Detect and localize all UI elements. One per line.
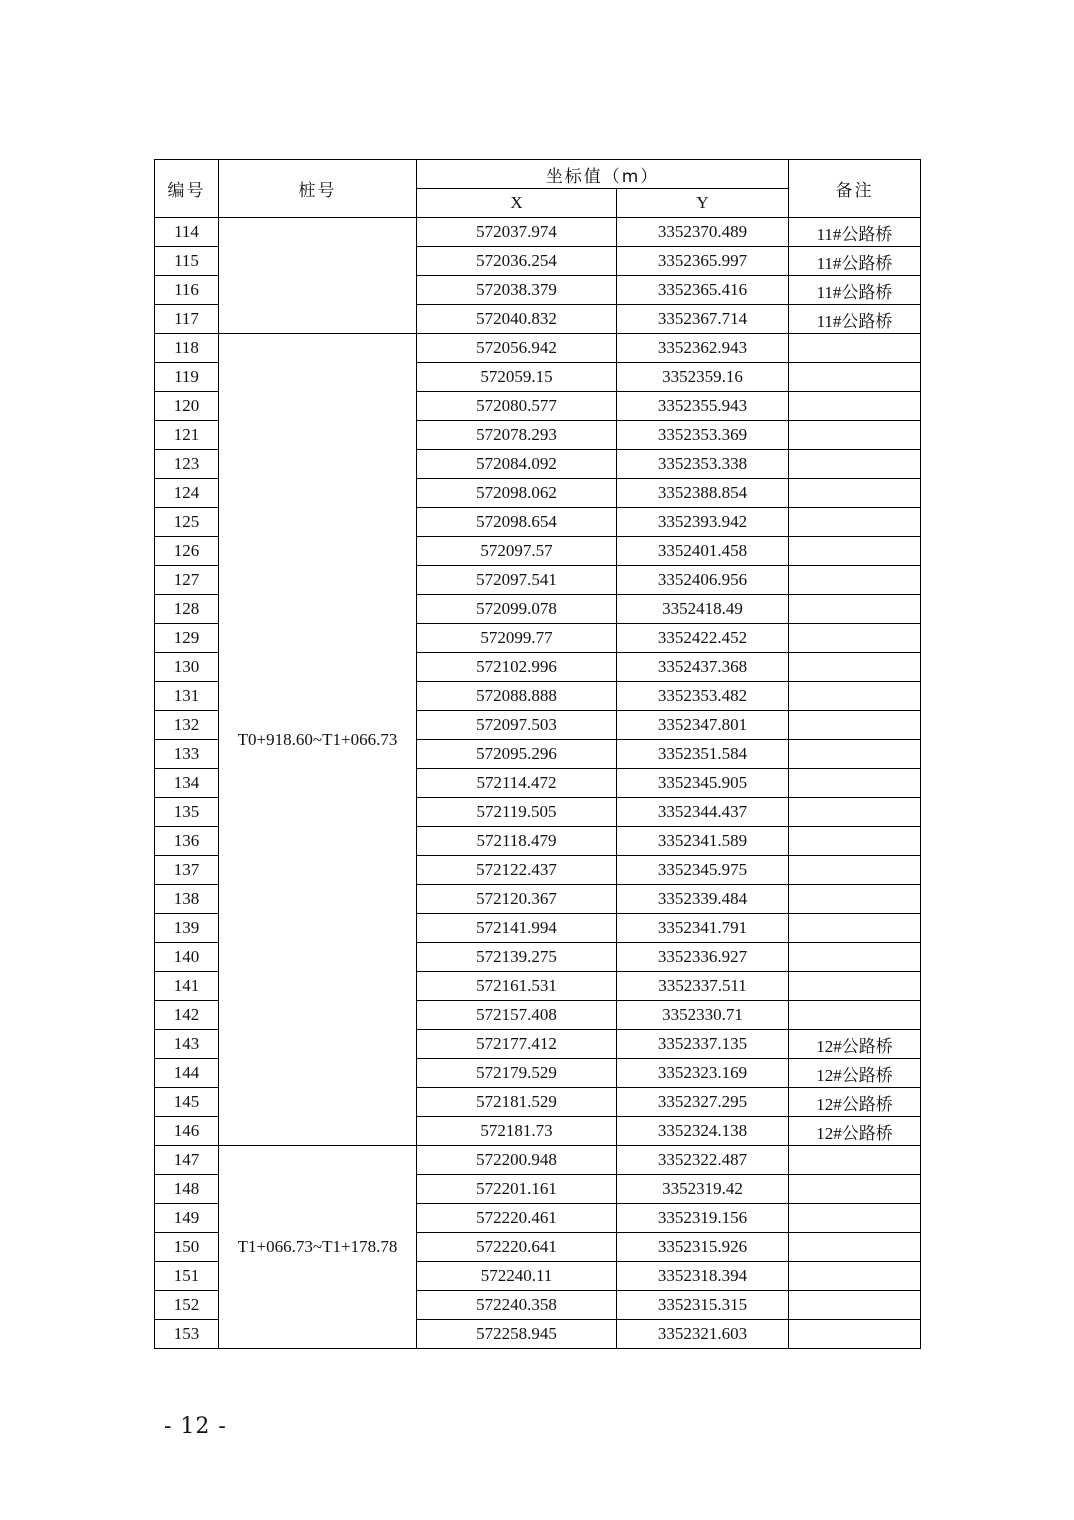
cell-note (789, 682, 921, 711)
cell-id: 142 (155, 1001, 219, 1030)
cell-note (789, 334, 921, 363)
cell-note (789, 392, 921, 421)
cell-y: 3352345.975 (617, 856, 789, 885)
cell-note: 11#公路桥 (789, 305, 921, 334)
cell-id: 118 (155, 334, 219, 363)
cell-note (789, 1291, 921, 1320)
cell-note (789, 537, 921, 566)
cell-x: 572056.942 (417, 334, 617, 363)
cell-note (789, 1262, 921, 1291)
cell-y: 3352406.956 (617, 566, 789, 595)
cell-x: 572097.503 (417, 711, 617, 740)
table-row (155, 334, 921, 363)
cell-x: 572220.461 (417, 1204, 617, 1233)
cell-x: 572139.275 (417, 943, 617, 972)
cell-id: 135 (155, 798, 219, 827)
coordinate-table (154, 159, 921, 1349)
cell-id: 146 (155, 1117, 219, 1146)
cell-id: 119 (155, 363, 219, 392)
cell-x: 572161.531 (417, 972, 617, 1001)
cell-id: 153 (155, 1320, 219, 1349)
cell-id: 116 (155, 276, 219, 305)
cell-note (789, 363, 921, 392)
cell-note (789, 595, 921, 624)
cell-id: 138 (155, 885, 219, 914)
cell-id: 121 (155, 421, 219, 450)
cell-y: 3352341.791 (617, 914, 789, 943)
cell-y: 3352319.42 (617, 1175, 789, 1204)
cell-x: 572119.505 (417, 798, 617, 827)
cell-note (789, 450, 921, 479)
cell-id: 130 (155, 653, 219, 682)
cell-id: 128 (155, 595, 219, 624)
cell-x: 572122.437 (417, 856, 617, 885)
cell-y: 3352336.927 (617, 943, 789, 972)
cell-y: 3352341.589 (617, 827, 789, 856)
cell-x: 572097.541 (417, 566, 617, 595)
header-station: 桩号 (219, 160, 417, 218)
cell-y: 3352337.511 (617, 972, 789, 1001)
cell-y: 3352365.416 (617, 276, 789, 305)
cell-note (789, 914, 921, 943)
cell-y: 3352318.394 (617, 1262, 789, 1291)
cell-y: 3352388.854 (617, 479, 789, 508)
cell-id: 143 (155, 1030, 219, 1059)
cell-id: 125 (155, 508, 219, 537)
cell-id: 115 (155, 247, 219, 276)
cell-y: 3352324.138 (617, 1117, 789, 1146)
cell-note (789, 1175, 921, 1204)
cell-note: 12#公路桥 (789, 1117, 921, 1146)
cell-note: 12#公路桥 (789, 1059, 921, 1088)
cell-y: 3352344.437 (617, 798, 789, 827)
cell-note (789, 1204, 921, 1233)
cell-id: 131 (155, 682, 219, 711)
cell-note (789, 1320, 921, 1349)
cell-note: 11#公路桥 (789, 276, 921, 305)
cell-x: 572080.577 (417, 392, 617, 421)
cell-y: 3352370.489 (617, 218, 789, 247)
cell-x: 572099.77 (417, 624, 617, 653)
cell-x: 572200.948 (417, 1146, 617, 1175)
cell-x: 572099.078 (417, 595, 617, 624)
cell-x: 572037.974 (417, 218, 617, 247)
cell-y: 3352319.156 (617, 1204, 789, 1233)
cell-x: 572220.641 (417, 1233, 617, 1262)
cell-station: T0+918.60~T1+066.73 (219, 334, 417, 1146)
cell-note (789, 1233, 921, 1262)
cell-id: 136 (155, 827, 219, 856)
cell-id: 134 (155, 769, 219, 798)
header-coordinates: 坐标值（m） (417, 160, 789, 189)
cell-x: 572098.062 (417, 479, 617, 508)
cell-id: 152 (155, 1291, 219, 1320)
table-body (155, 218, 921, 1349)
header-note: 备注 (789, 160, 921, 218)
cell-x: 572095.296 (417, 740, 617, 769)
header-y: Y (617, 189, 789, 218)
cell-station: T1+066.73~T1+178.78 (219, 1146, 417, 1349)
cell-note (789, 653, 921, 682)
cell-note: 12#公路桥 (789, 1088, 921, 1117)
cell-id: 129 (155, 624, 219, 653)
cell-y: 3352315.315 (617, 1291, 789, 1320)
cell-x: 572114.472 (417, 769, 617, 798)
cell-x: 572038.379 (417, 276, 617, 305)
cell-x: 572181.73 (417, 1117, 617, 1146)
cell-x: 572240.11 (417, 1262, 617, 1291)
cell-x: 572201.161 (417, 1175, 617, 1204)
cell-id: 126 (155, 537, 219, 566)
cell-id: 139 (155, 914, 219, 943)
cell-x: 572036.254 (417, 247, 617, 276)
cell-id: 120 (155, 392, 219, 421)
cell-x: 572181.529 (417, 1088, 617, 1117)
table-row (155, 1146, 921, 1175)
cell-note: 11#公路桥 (789, 247, 921, 276)
cell-id: 149 (155, 1204, 219, 1233)
cell-id: 140 (155, 943, 219, 972)
page-number: - 12 - (164, 1414, 227, 1439)
cell-note (789, 421, 921, 450)
cell-note (789, 1146, 921, 1175)
cell-x: 572177.412 (417, 1030, 617, 1059)
cell-y: 3352321.603 (617, 1320, 789, 1349)
header-x: X (417, 189, 617, 218)
cell-note (789, 1001, 921, 1030)
cell-x: 572141.994 (417, 914, 617, 943)
cell-y: 3352330.71 (617, 1001, 789, 1030)
cell-y: 3352337.135 (617, 1030, 789, 1059)
cell-note: 11#公路桥 (789, 218, 921, 247)
cell-y: 3352401.458 (617, 537, 789, 566)
cell-note: 12#公路桥 (789, 1030, 921, 1059)
cell-y: 3352353.338 (617, 450, 789, 479)
cell-note (789, 972, 921, 1001)
header-id: 编号 (155, 160, 219, 218)
cell-id: 127 (155, 566, 219, 595)
cell-y: 3352353.482 (617, 682, 789, 711)
cell-y: 3352347.801 (617, 711, 789, 740)
cell-note (789, 943, 921, 972)
cell-y: 3352353.369 (617, 421, 789, 450)
cell-note (789, 769, 921, 798)
cell-x: 572258.945 (417, 1320, 617, 1349)
cell-id: 144 (155, 1059, 219, 1088)
cell-y: 3352393.942 (617, 508, 789, 537)
cell-note (789, 479, 921, 508)
cell-id: 151 (155, 1262, 219, 1291)
cell-note (789, 740, 921, 769)
cell-x: 572102.996 (417, 653, 617, 682)
cell-y: 3352345.905 (617, 769, 789, 798)
cell-x: 572240.358 (417, 1291, 617, 1320)
cell-x: 572157.408 (417, 1001, 617, 1030)
cell-y: 3352365.997 (617, 247, 789, 276)
cell-y: 3352322.487 (617, 1146, 789, 1175)
cell-y: 3352418.49 (617, 595, 789, 624)
cell-note (789, 798, 921, 827)
cell-y: 3352323.169 (617, 1059, 789, 1088)
cell-id: 132 (155, 711, 219, 740)
cell-y: 3352359.16 (617, 363, 789, 392)
cell-y: 3352355.943 (617, 392, 789, 421)
cell-note (789, 711, 921, 740)
cell-x: 572078.293 (417, 421, 617, 450)
cell-id: 141 (155, 972, 219, 1001)
cell-id: 150 (155, 1233, 219, 1262)
table-header (155, 160, 921, 218)
cell-station (219, 218, 417, 334)
cell-id: 123 (155, 450, 219, 479)
cell-x: 572084.092 (417, 450, 617, 479)
cell-note (789, 856, 921, 885)
cell-note (789, 885, 921, 914)
cell-id: 147 (155, 1146, 219, 1175)
cell-id: 117 (155, 305, 219, 334)
cell-y: 3352437.368 (617, 653, 789, 682)
cell-y: 3352327.295 (617, 1088, 789, 1117)
cell-y: 3352339.484 (617, 885, 789, 914)
cell-x: 572098.654 (417, 508, 617, 537)
cell-x: 572088.888 (417, 682, 617, 711)
cell-id: 145 (155, 1088, 219, 1117)
cell-note (789, 566, 921, 595)
cell-note (789, 624, 921, 653)
cell-id: 114 (155, 218, 219, 247)
table-row (155, 218, 921, 247)
cell-x: 572179.529 (417, 1059, 617, 1088)
cell-y: 3352315.926 (617, 1233, 789, 1262)
cell-id: 124 (155, 479, 219, 508)
cell-x: 572059.15 (417, 363, 617, 392)
cell-note (789, 508, 921, 537)
cell-x: 572040.832 (417, 305, 617, 334)
cell-id: 133 (155, 740, 219, 769)
cell-y: 3352351.584 (617, 740, 789, 769)
cell-y: 3352367.714 (617, 305, 789, 334)
cell-id: 137 (155, 856, 219, 885)
cell-note (789, 827, 921, 856)
cell-x: 572097.57 (417, 537, 617, 566)
cell-y: 3352362.943 (617, 334, 789, 363)
cell-x: 572118.479 (417, 827, 617, 856)
cell-id: 148 (155, 1175, 219, 1204)
cell-y: 3352422.452 (617, 624, 789, 653)
cell-x: 572120.367 (417, 885, 617, 914)
